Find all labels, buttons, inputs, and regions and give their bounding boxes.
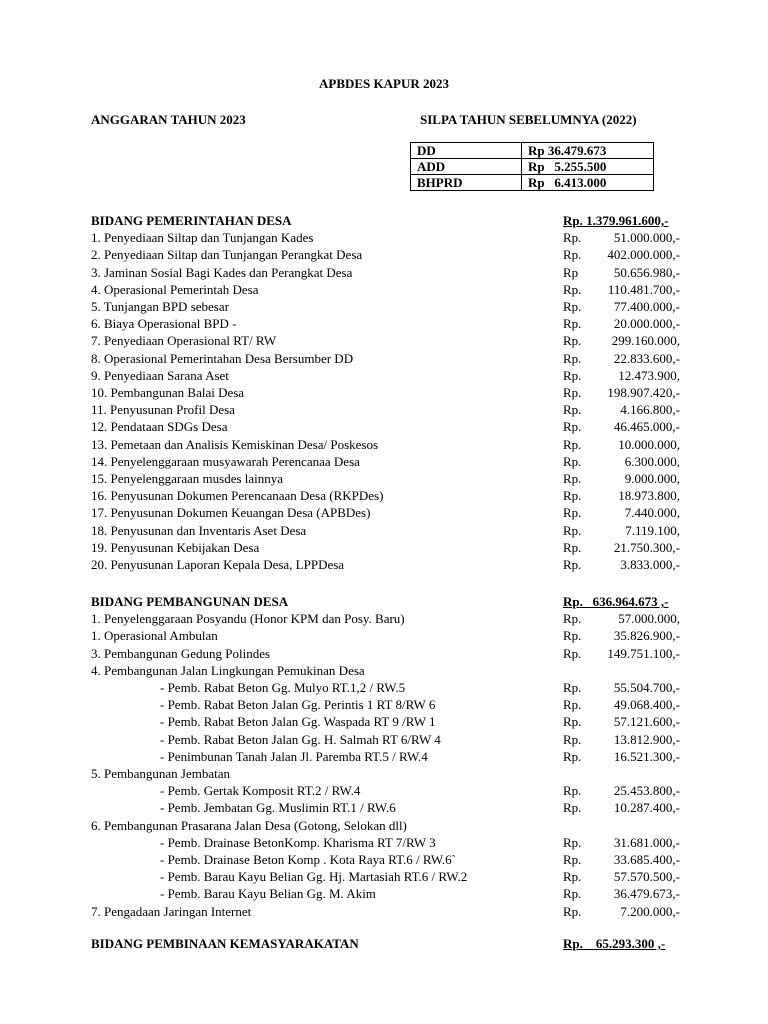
item-amount: 299.160.000,: [611, 333, 680, 349]
item-currency: Rp.: [563, 800, 582, 816]
budget-item-row: [0, 418, 768, 435]
budget-item-row: [0, 264, 768, 281]
item-currency: Rp.: [563, 247, 582, 263]
item-currency: Rp.: [563, 680, 582, 695]
item-currency: Rp: [563, 264, 579, 280]
item-amount: 21.750.300,-: [613, 539, 680, 555]
item-label: 14. Penyelenggaraan musyawarah Perencanaa Desa: [91, 453, 360, 469]
item-label: 11. Penyusunan Profil Desa: [91, 402, 235, 418]
item-amount: 77.400.000,-: [613, 299, 680, 314]
item-amount: 22.833.600,-: [613, 350, 680, 366]
item-label: 2. Penyediaan Siltap dan Tunjangan Perangkat Desa: [91, 247, 363, 263]
item-amount: 57.570.500,-: [613, 869, 680, 885]
item-label: 4. Pembangunan Jalan Lingkungan Pemukinan Desa: [91, 662, 365, 678]
item-amount: 50.656.980,-: [613, 264, 680, 280]
item-amount: 16.521.300,-: [613, 748, 680, 764]
item-label: 3. Jaminan Sosial Bagi Kades dan Perangkat Desa: [91, 264, 353, 280]
item-label: - Pemb. Barau Kayu Belian Gg. M. Akim: [160, 886, 376, 902]
item-amount: 402.000.000,-: [607, 247, 680, 263]
item-currency: Rp.: [563, 367, 582, 383]
budget-item-row: [0, 332, 768, 349]
silpa-table: [410, 142, 654, 191]
item-amount: 10.000.000,: [618, 436, 680, 452]
item-currency: Rp.: [563, 471, 582, 486]
item-label: 3. Pembangunan Gedung Polindes: [91, 645, 271, 661]
item-amount: 36.479.673,-: [613, 886, 680, 902]
item-currency: Rp.: [563, 230, 582, 246]
item-label: 1. Penyediaan Siltap dan Tunjangan Kades: [91, 230, 314, 246]
item-label: - Pemb. Gertak Komposit RT.2 / RW.4: [160, 783, 361, 799]
item-label: 4. Operasional Pemerintah Desa: [91, 281, 259, 297]
silpa-key: DD: [411, 143, 522, 159]
section-total: Rp. 65.293.300 ,-: [563, 936, 666, 951]
item-label: - Pemb. Rabat Beton Gg. Mulyo RT.1,2 / RW.5: [160, 680, 406, 695]
item-label: 10. Pembangunan Balai Desa: [91, 385, 245, 400]
item-label: 5. Tunjangan BPD sebesar: [91, 299, 229, 314]
section-header: [0, 212, 768, 229]
silpa-row-dd: [411, 143, 654, 159]
budget-item-row: [0, 645, 768, 662]
item-amount: 7.119.100,: [625, 522, 680, 538]
item-amount: 46.465.000,-: [613, 419, 680, 435]
item-currency: Rp.: [563, 714, 582, 730]
budget-item-row: [0, 731, 768, 748]
item-label: 7. Penyediaan Operasional RT/ RW: [91, 333, 277, 349]
item-currency: Rp.: [563, 645, 582, 661]
budget-item-row: [0, 367, 768, 384]
item-currency: Rp.: [563, 333, 582, 349]
budget-item-row: [0, 662, 768, 679]
item-amount: 35.826.900,-: [613, 628, 680, 644]
item-currency: Rp.: [563, 453, 582, 469]
item-amount: 20.000.000,-: [613, 316, 680, 332]
budget-item-row: [0, 384, 768, 401]
item-currency: Rp.: [563, 436, 582, 452]
item-currency: Rp.: [563, 402, 582, 418]
item-amount: 55.504.700,-: [613, 680, 680, 695]
item-label: - Pemb. Rabat Beton Jalan Gg. Perintis 1 RT 8/RW 6: [160, 697, 436, 713]
item-label: 5. Pembangunan Jembatan: [91, 766, 230, 781]
budget-item-row: [0, 453, 768, 470]
budget-item-row: [0, 765, 768, 782]
budget-item-row: [0, 903, 768, 920]
budget-item-row: [0, 539, 768, 556]
budget-item-row: [0, 315, 768, 332]
item-amount: 9.000.000,: [624, 471, 680, 486]
silpa-heading: SILPA TAHUN SEBELUMNYA (2022): [420, 112, 637, 127]
item-currency: Rp.: [563, 281, 582, 297]
item-label: 8. Operasional Pemerintahan Desa Bersumber DD: [91, 350, 354, 366]
item-currency: Rp.: [563, 488, 582, 504]
item-label: 7. Pengadaan Jaringan Internet: [91, 903, 252, 919]
budget-item-row: [0, 885, 768, 902]
budget-item-row: [0, 610, 768, 627]
section-title: BIDANG PEMBANGUNAN DESA: [91, 594, 289, 609]
budget-item-row: [0, 817, 768, 834]
item-currency: Rp.: [563, 316, 582, 332]
item-currency: Rp.: [563, 834, 582, 850]
budget-item-row: [0, 504, 768, 521]
budget-item-row: [0, 782, 768, 799]
item-label: 9. Penyediaan Sarana Aset: [91, 367, 229, 383]
item-currency: Rp.: [563, 350, 582, 366]
item-label: 1. Operasional Ambulan: [91, 628, 218, 644]
item-currency: Rp.: [563, 628, 582, 644]
item-currency: Rp.: [563, 522, 582, 538]
item-currency: Rp.: [563, 611, 582, 627]
item-label: 12. Pendataan SDGs Desa: [91, 419, 228, 435]
item-label: - Pemb. Jembatan Gg. Muslimin RT.1 / RW.6: [160, 800, 396, 816]
item-amount: 18.973.800,: [618, 488, 680, 504]
budget-item-row: [0, 868, 768, 885]
item-label: - Pemb. Drainase BetonKomp. Kharisma RT 7/RW 3: [160, 834, 436, 850]
section-header: [0, 935, 768, 952]
item-amount: 25.453.800,-: [613, 783, 680, 799]
item-label: 18. Penyusunan dan Inventaris Aset Desa: [91, 522, 307, 538]
item-amount: 57.121.600,-: [613, 714, 680, 730]
item-label: 6. Pembangunan Prasarana Jalan Desa (Gotong, Selokan dll): [91, 817, 407, 833]
budget-item-row: [0, 556, 768, 573]
budget-item-row: [0, 298, 768, 315]
item-amount: 12.473.900,: [618, 367, 680, 383]
budget-item-row: [0, 470, 768, 487]
budget-item-row: [0, 834, 768, 851]
budget-item-row: [0, 799, 768, 816]
item-currency: Rp.: [563, 748, 582, 764]
silpa-row-add: [411, 159, 654, 175]
item-label: 6. Biaya Operasional BPD -: [91, 316, 237, 332]
item-label: 16. Penyusunan Dokumen Perencanaan Desa (RKPDes): [91, 488, 384, 504]
item-currency: Rp.: [563, 557, 582, 572]
item-currency: Rp.: [563, 299, 582, 314]
silpa-value: Rp 36.479.673: [522, 143, 654, 159]
item-currency: Rp.: [563, 731, 582, 747]
item-currency: Rp.: [563, 783, 582, 799]
item-label: - Pemb. Barau Kayu Belian Gg. Hj. Martasiah RT.6 / RW.2: [160, 869, 468, 885]
item-amount: 13.812.900,-: [613, 731, 680, 747]
budget-item-row: [0, 748, 768, 765]
item-label: - Pemb. Rabat Beton Jalan Gg. H. Salmah RT 6/RW 4: [160, 731, 441, 747]
item-amount: 110.481.700,-: [607, 281, 680, 297]
budget-item-row: [0, 627, 768, 644]
item-amount: 57.000.000,: [618, 611, 680, 627]
budget-item-row: [0, 436, 768, 453]
item-currency: Rp.: [563, 385, 582, 400]
silpa-key: BHPRD: [411, 175, 522, 191]
item-label: 17. Penyusunan Dokumen Keuangan Desa (APBDes): [91, 505, 371, 521]
item-label: - Pemb. Rabat Beton Jalan Gg. Waspada RT 9 /RW 1: [160, 714, 436, 730]
item-amount: 31.681.000,-: [613, 834, 680, 850]
budget-item-row: [0, 487, 768, 504]
item-label: 20. Penyusunan Laporan Kepala Desa, LPPDesa: [91, 557, 345, 572]
budget-item-row: [0, 401, 768, 418]
item-currency: Rp.: [563, 903, 582, 919]
anggaran-heading: ANGGARAN TAHUN 2023: [91, 112, 246, 127]
item-label: 19. Penyusunan Kebijakan Desa: [91, 539, 260, 555]
item-currency: Rp.: [563, 886, 582, 902]
budget-item-row: [0, 350, 768, 367]
item-amount: 7.440.000,: [624, 505, 680, 521]
item-currency: Rp.: [563, 697, 582, 713]
section-total: Rp. 1.379.961.600,-: [563, 213, 669, 228]
item-currency: Rp.: [563, 852, 582, 867]
item-currency: Rp.: [563, 539, 582, 555]
item-label: 15. Penyelenggaraan musdes lainnya: [91, 471, 284, 486]
item-currency: Rp.: [563, 419, 582, 435]
budget-item-row: [0, 522, 768, 539]
item-amount: 49.068.400,-: [613, 697, 680, 713]
silpa-value: Rp 6.413.000: [522, 175, 654, 191]
section-total: Rp. 636.964.673 ,-: [563, 594, 669, 609]
budget-item-row: [0, 246, 768, 263]
silpa-key: ADD: [411, 159, 522, 175]
budget-item-row: [0, 851, 768, 868]
item-amount: 10.287.400,-: [613, 800, 680, 816]
budget-item-row: [0, 696, 768, 713]
budget-item-row: [0, 713, 768, 730]
item-label: - Pemb. Drainase Beton Komp . Kota Raya RT.6 / RW.6`: [160, 852, 457, 867]
item-label: 1. Penyelenggaraan Posyandu (Honor KPM dan Posy. Baru): [91, 611, 405, 627]
item-currency: Rp.: [563, 869, 582, 885]
silpa-value: Rp 5.255.500: [522, 159, 654, 175]
section-header: [0, 593, 768, 610]
item-amount: 149.751.100,-: [607, 645, 680, 661]
budget-item-row: [0, 679, 768, 696]
item-label: - Penimbunan Tanah Jalan Jl. Paremba RT.5 / RW.4: [160, 748, 428, 764]
item-label: 13. Pemetaan dan Analisis Kemiskinan Desa/ Poskesos: [91, 436, 379, 452]
item-amount: 51.000.000,-: [613, 230, 680, 246]
item-amount: 7.200.000,-: [620, 903, 680, 919]
item-currency: Rp.: [563, 505, 582, 521]
item-amount: 4.166.800,-: [620, 402, 680, 418]
silpa-row-bhprd: [411, 175, 654, 191]
budget-item-row: [0, 281, 768, 298]
section-title: BIDANG PEMERINTAHAN DESA: [91, 213, 292, 228]
budget-item-row: [0, 229, 768, 246]
item-amount: 6.300.000,: [624, 453, 680, 469]
section-title: BIDANG PEMBINAAN KEMASYARAKATAN: [91, 936, 359, 951]
item-amount: 198.907.420,-: [607, 385, 680, 400]
document-title: APBDES KAPUR 2023: [318, 76, 449, 91]
item-amount: 3.833.000,-: [620, 557, 680, 572]
item-amount: 33.685.400,-: [613, 852, 680, 867]
